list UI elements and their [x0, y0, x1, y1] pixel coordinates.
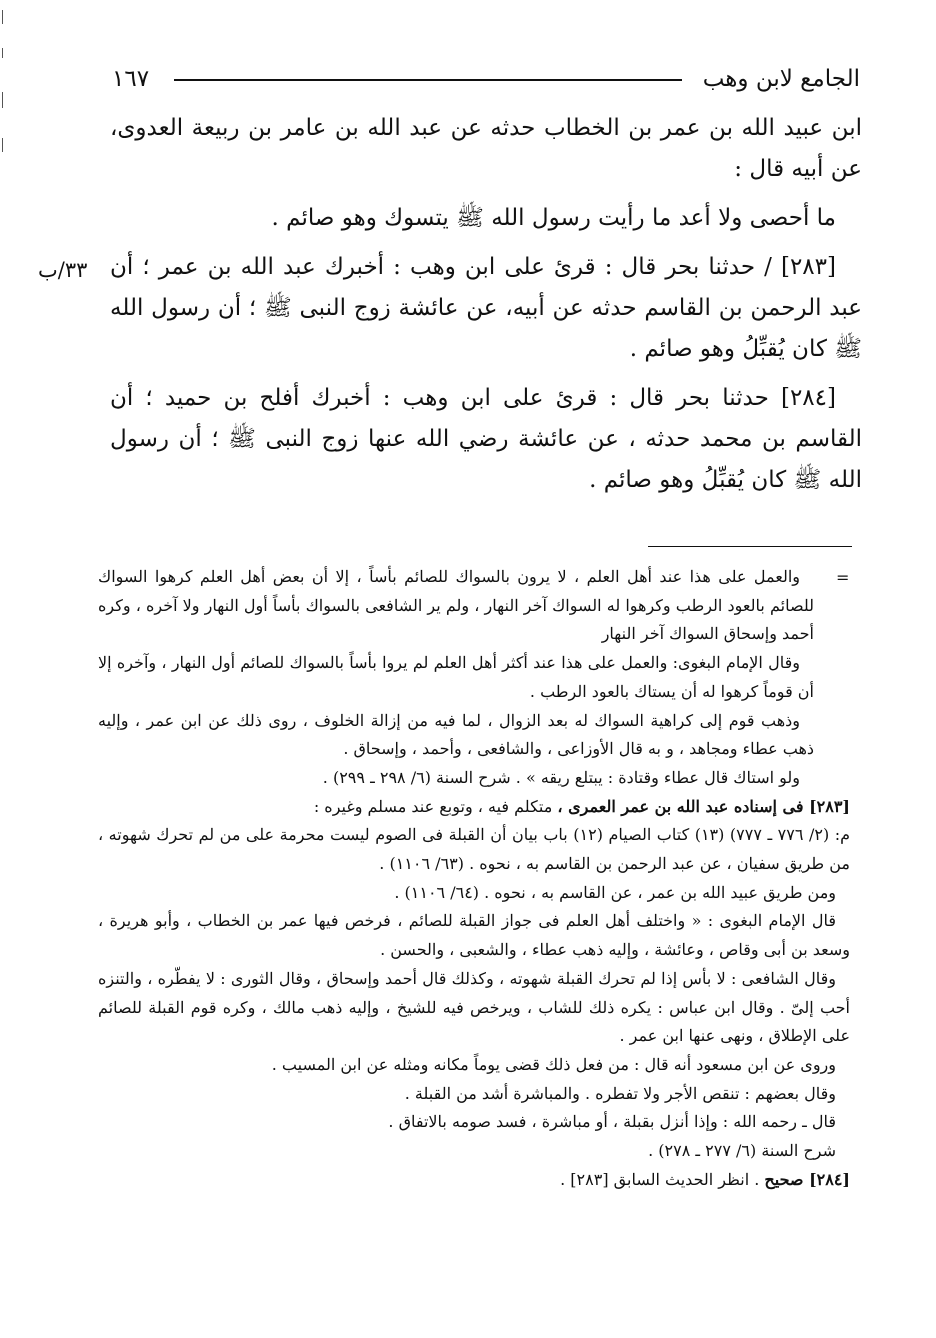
hadith-284: [٢٨٤] حدثنا بحر قال : قرئ على ابن وهب : أخبرك أفلح بن حميد ؛ أن القاسم بن محمد حدثه ، عن عائشة رضي الله عنها زوج النبى ﷺ ؛ أن رسول الله ﷺ كان يُقبِّلُ وهو صائم .: [110, 385, 862, 493]
footnote-paragraph: ومن طريق عبيد الله بن عمر ، عن القاسم به ، نحوه . (٦٤/ ١١٠٦) .: [394, 882, 836, 902]
main-paragraph: ما أحصى ولا أعد ما رأيت رسول الله ﷺ يتسوك وهو صائم .: [271, 205, 836, 231]
footnote-label: [٢٨٣] فى إسناده عبد الله بن عمر العمرى ،: [557, 796, 850, 816]
running-header: [112, 62, 860, 96]
footnote-paragraph: وقال الشافعى : لا بأس إذا لم تحرك القبلة شهوته ، وكذلك قال أحمد وإسحاق ، وقال الثورى : لا يفطّره ، والتنزه أحب إلىّ . وقال ابن عباس : يكره ذلك للشاب ، ويرخص فيه للشيخ ، وإليه ذهب مالك ، وكره قوم القبلة للصائم على الإطلاق ، ونهى عنها ابن عمر .: [98, 968, 850, 1046]
hadith-283: [٢٨٣] / حدثنا بحر قال : قرئ على ابن وهب : أخبرك عبد الله بن عمر ؛ أن عبد الرحمن بن القاسم حدثه عن أبيه، عن عائشة زوج النبى ﷺ ؛ أن رسول الله ﷺ كان يُقبِّلُ وهو صائم .: [110, 254, 862, 362]
margin-folio-note: ٣٣/ب: [38, 258, 88, 282]
footnote-text: متكلم فيه ، وتوبع عند مسلم وغيره :: [313, 796, 553, 816]
footnote-284: [98, 1166, 850, 1195]
footnote-paragraph: شرح السنة (٦/ ٢٧٧ ـ ٢٧٨) .: [648, 1141, 836, 1161]
scan-edge-mark: [2, 92, 3, 108]
page-number: ١٦٧: [112, 66, 150, 92]
footnote-paragraph: وروى عن ابن مسعود أنه قال : من فعل ذلك قضى يوماً مكانه ومثله عن ابن المسيب .: [271, 1054, 836, 1074]
footnote-paragraph: وذهب قوم إلى كراهية السواك له بعد الزوال ، لما فيه من إزالة الخلوف ، روى ذلك عن ابن عمر ، وإليه ذهب عطاء ومجاهد ، و به قال الأوزاعى ، والشافعى ، وأحمد ، وإسحاق .: [98, 710, 814, 759]
scan-edge-mark: [2, 48, 3, 58]
continuation-mark: =: [836, 568, 850, 587]
footnote-paragraph: قال ـ رحمه الله : وإذا أنزل بقبلة ، أو مباشرة ، فسد صومه بالاتفاق .: [388, 1112, 836, 1132]
footnote-text: . انظر الحديث السابق [٢٨٣] .: [560, 1169, 760, 1189]
footnote-paragraph: والعمل على هذا عند أهل العلم ، لا يرون بالسواك للصائم بأساً ، إلا أن بعض أهل العلم كرهوا السواك للصائم بالعود الرطب وكرهوا له السواك آخر النهار ، ولم ير الشافعى بالسواك بأساً أول النهار ولا آخره ، وكره أحمد وإسحاق السواك آخر النهار: [98, 567, 814, 644]
running-title: الجامع لابن وهب: [702, 66, 860, 92]
footnote-paragraph: ولو استاك قال عطاء وقتادة : يبتلع ريقه » . شرح السنة (٦/ ٢٩٨ ـ ٢٩٩) .: [322, 767, 800, 787]
footnote-paragraph: م: (٢/ ٧٧٦ ـ ٧٧٧) (١٣) كتاب الصيام (١٢) باب بيان أن القبلة فى الصوم ليست محرمة على من لم تحرك شهوته ، من طريق سفيان ، عن عبد الرحمن بن القاسم به ، نحوه . (٦٣/ ١١٠٦) .: [98, 825, 851, 874]
footnote-paragraph: وقال الإمام البغوى: والعمل على هذا عند أكثر أهل العلم لم يروا بأساً بالسواك للصائم أول النهار ، وآخره إلا أن قوماً كرهوا له أن يستاك بالعود الرطب .: [98, 653, 814, 701]
footnote-separator: [648, 546, 852, 547]
footnote-283-heading: [98, 793, 850, 822]
footnotes: [98, 563, 850, 1194]
footnote-paragraph: قال الإمام البغوى : « واختلف أهل العلم فى جواز القبلة للصائم ، فرخص فيها عمر بن الخطاب ، وأبو هريرة ، وسعد بن أبى وقاص ، وعائشة ، وإليه ذهب عطاء ، والشعبى ، والحسن .: [98, 911, 850, 960]
main-text: [110, 108, 862, 509]
main-paragraph: ابن عبيد الله بن عمر بن الخطاب حدثه عن عبد الله بن عامر بن ربيعة العدوى، عن أبيه قال :: [110, 115, 862, 182]
footnote-paragraph: وقال بعضهم : تنقص الأجر ولا تفطره . والمباشرة أشد من القبلة .: [404, 1083, 836, 1103]
header-rule: [174, 79, 682, 81]
scan-edge-mark: [2, 10, 3, 24]
footnote-label: [٢٨٤] صحيح: [764, 1169, 850, 1189]
scan-edge-mark: [2, 138, 3, 152]
